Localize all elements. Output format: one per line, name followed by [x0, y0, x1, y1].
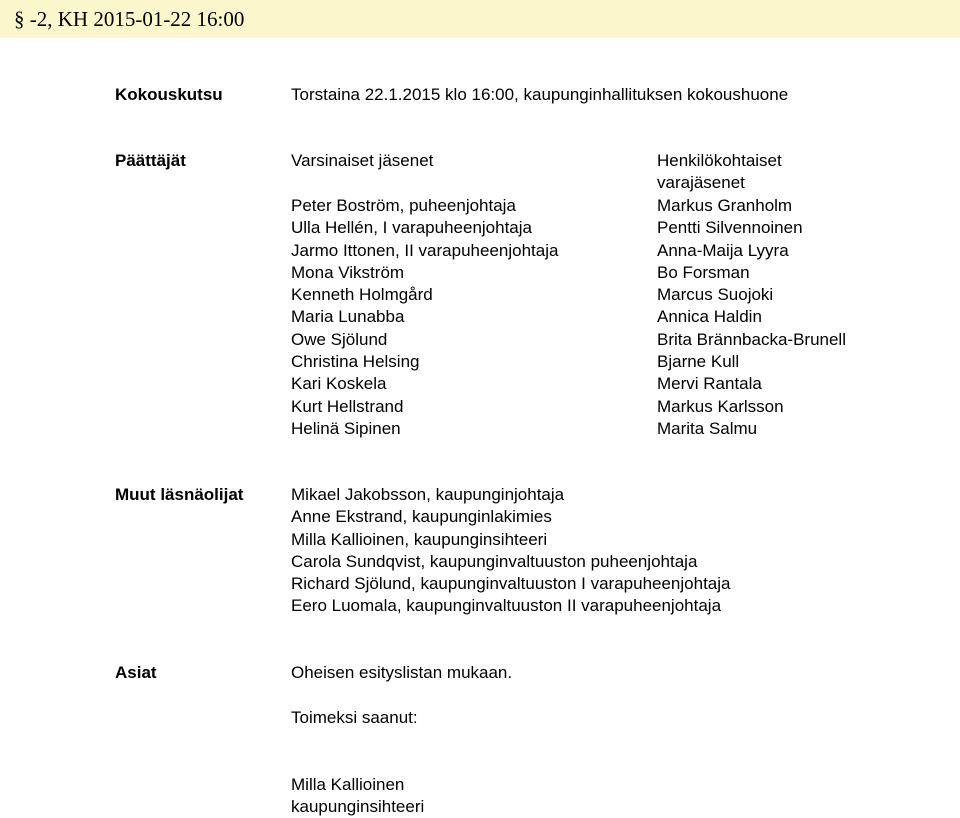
attendee-item: Mikael Jakobsson, kaupunginjohtaja	[291, 485, 565, 504]
attendee-item: Carola Sundqvist, kaupunginvaltuuston puheenjohtaja	[291, 551, 698, 571]
others-present-label: Muut läsnäolijat	[115, 485, 244, 504]
section-title: -2, KH 2015-01-22 16:00	[29, 7, 245, 31]
member-item: Owe Sjölund	[291, 329, 388, 349]
member-item: Mona Vikström	[291, 262, 405, 282]
signer-title: kaupunginsihteeri	[291, 797, 425, 816]
member-item: Maria Lunabba	[291, 307, 405, 327]
deputy-item: Marita Salmu	[657, 418, 758, 438]
deputies-heading: Henkilökohtaiset varajäsenet	[657, 151, 782, 193]
deputy-item: Bo Forsman	[657, 262, 750, 282]
deputy-item: Mervi Rantala	[657, 374, 762, 394]
deputies-list	[657, 195, 846, 440]
matters-label: Asiat	[115, 663, 157, 682]
meeting-label: Kokouskutsu	[115, 85, 223, 104]
deputy-item: Annica Haldin	[657, 307, 762, 327]
decision-makers-label: Päättäjät	[115, 151, 186, 170]
deputy-item: Marcus Suojoki	[657, 285, 774, 305]
member-item: Kenneth Holmgård	[291, 285, 433, 305]
attendee-item: Richard Sjölund, kaupunginvaltuuston I varapuheenjohtaja	[291, 574, 731, 594]
deputy-item: Anna-Maija Lyyra	[657, 240, 789, 260]
section-header	[0, 0, 960, 38]
member-item: Jarmo Ittonen, II varapuheenjohtaja	[291, 240, 559, 260]
signer-name: Milla Kallioinen	[291, 775, 405, 794]
member-item: Ulla Hellén, I varapuheenjohtaja	[291, 218, 532, 238]
member-item: Kurt Hellstrand	[291, 396, 404, 416]
members-heading: Varsinaiset jäsenet	[291, 151, 434, 170]
matters-value: Oheisen esityslistan mukaan.	[291, 663, 513, 682]
issued-by-label: Toimeksi saanut:	[291, 708, 418, 727]
others-present-list	[291, 484, 730, 618]
deputy-item: Markus Karlsson	[657, 396, 784, 416]
member-item: Peter Boström, puheenjohtaja	[291, 196, 516, 215]
member-item: Christina Helsing	[291, 352, 420, 372]
member-item: Kari Koskela	[291, 374, 387, 394]
deputy-item: Bjarne Kull	[657, 352, 740, 372]
deputy-item: Brita Brännbacka-Brunell	[657, 329, 846, 349]
attendee-item: Milla Kallioinen, kaupunginsihteeri	[291, 529, 548, 549]
deputy-item: Pentti Silvennoinen	[657, 218, 803, 238]
attendee-item: Eero Luomala, kaupunginvaltuuston II varapuheenjohtaja	[291, 596, 722, 616]
section-heading	[14, 6, 244, 32]
section-sign: §	[14, 7, 25, 31]
attendee-item: Anne Ekstrand, kaupunginlakimies	[291, 507, 552, 527]
meeting-value: Torstaina 22.1.2015 klo 16:00, kaupunginhallituksen kokoushuone	[291, 85, 789, 104]
deputy-item: Markus Granholm	[657, 196, 793, 215]
members-list	[291, 195, 558, 440]
member-item: Helinä Sipinen	[291, 418, 401, 438]
